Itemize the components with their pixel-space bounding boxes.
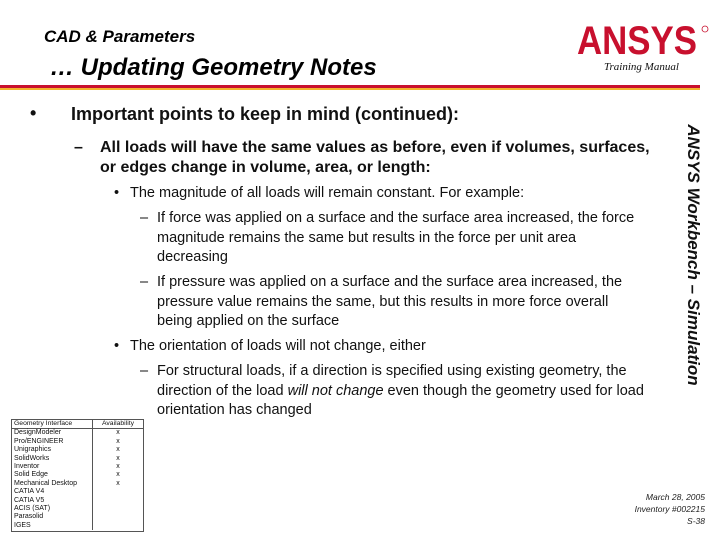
table-cell-availability bbox=[93, 505, 144, 513]
bullet-mark: • bbox=[30, 103, 37, 123]
table-cell-availability: x bbox=[93, 480, 144, 488]
table-row bbox=[12, 480, 143, 488]
table-row bbox=[12, 505, 143, 513]
table-cell-availability: x bbox=[93, 446, 144, 454]
table-row bbox=[12, 497, 143, 505]
table-cell-interface: DesignModeler bbox=[14, 429, 62, 437]
table-cell-availability: x bbox=[93, 429, 144, 438]
table-cell-availability: x bbox=[93, 438, 144, 446]
header-divider-gold bbox=[0, 88, 700, 90]
table-header-row bbox=[12, 420, 143, 429]
table-row bbox=[12, 446, 143, 454]
table-cell-availability: x bbox=[93, 471, 144, 479]
table-cell-interface: CATIA V4 bbox=[14, 488, 45, 496]
training-manual-label: Training Manual bbox=[604, 61, 679, 73]
ansys-logo bbox=[575, 18, 715, 62]
side-label-text: ANSYS Workbench – Simulation bbox=[684, 124, 703, 386]
table-cell-interface: Inventor bbox=[14, 463, 40, 471]
section-label: CAD & Parameters bbox=[44, 27, 196, 46]
table-row bbox=[12, 488, 143, 496]
sub-sub-bullet-text: If pressure was applied on a surface and the surface area increased, the pressure value remains the same, but this results in more force overall being applied on the surface bbox=[157, 274, 623, 329]
table-row bbox=[12, 438, 143, 446]
table-cell-availability bbox=[93, 513, 144, 521]
point-text: All loads will have the same values as before, even if volumes, surfaces, or edges change in volume, area, or length: bbox=[100, 139, 650, 176]
table-cell-interface: Solid Edge bbox=[14, 471, 48, 479]
sub-bullet-text: The magnitude of all loads will remain constant. For example: bbox=[130, 185, 525, 201]
table-row bbox=[12, 429, 143, 438]
footer-inventory: Inventory #002215 bbox=[634, 504, 705, 514]
emphasis-text: will not change bbox=[287, 382, 384, 399]
table-cell-interface: CATIA V5 bbox=[14, 496, 45, 504]
table-header-availability: Availability bbox=[93, 420, 144, 429]
table-row bbox=[12, 455, 143, 463]
dash-mark: – bbox=[140, 274, 149, 290]
bullet-mark: • bbox=[114, 338, 120, 354]
table-row bbox=[12, 471, 143, 479]
bullet-mark: • bbox=[114, 185, 120, 201]
footer-date: March 28, 2005 bbox=[645, 492, 705, 502]
heading-text: Important points to keep in mind (continued): bbox=[71, 104, 459, 124]
table-row bbox=[12, 522, 143, 530]
dash-mark: – bbox=[74, 139, 83, 156]
table-cell-interface: SolidWorks bbox=[14, 454, 50, 462]
geometry-interface-table bbox=[11, 419, 144, 532]
table-row bbox=[12, 463, 143, 471]
table-cell-interface: Pro/ENGINEER bbox=[14, 437, 64, 445]
page-title: … Updating Geometry Notes bbox=[50, 54, 377, 81]
dash-mark: – bbox=[140, 210, 149, 226]
logo-text: ANSYS bbox=[577, 19, 697, 62]
table-cell-availability bbox=[93, 488, 144, 496]
table-cell-interface: Parasolid bbox=[14, 513, 44, 521]
side-label bbox=[678, 100, 708, 410]
table-cell-interface: ACIS (SAT) bbox=[14, 505, 51, 513]
footer-page-number: S-38 bbox=[687, 516, 705, 526]
sub-bullet-text: The orientation of loads will not change, either bbox=[130, 338, 426, 354]
table-cell-availability bbox=[93, 497, 144, 505]
table-cell-availability: x bbox=[93, 455, 144, 463]
table-cell-availability: x bbox=[93, 463, 144, 471]
table-header-interface: Geometry Interface bbox=[12, 420, 93, 429]
footer bbox=[635, 491, 705, 527]
table-cell-interface: IGES bbox=[14, 521, 31, 529]
dash-mark: – bbox=[140, 363, 149, 379]
table-row bbox=[12, 513, 143, 521]
sub-sub-bullet-text: For structural loads, if a direction is specified using existing geometry, the direction of the load will not change even though the geometry used for load orientation has changed bbox=[157, 363, 644, 418]
table-cell-availability bbox=[93, 522, 144, 530]
table-cell-interface: Mechanical Desktop bbox=[14, 479, 78, 487]
table-cell-interface: Unigraphics bbox=[14, 446, 51, 454]
sub-sub-bullet-text: If force was applied on a surface and the surface area increased, the force magnitude remains the same but results in the force per unit area decreasing bbox=[157, 210, 635, 265]
